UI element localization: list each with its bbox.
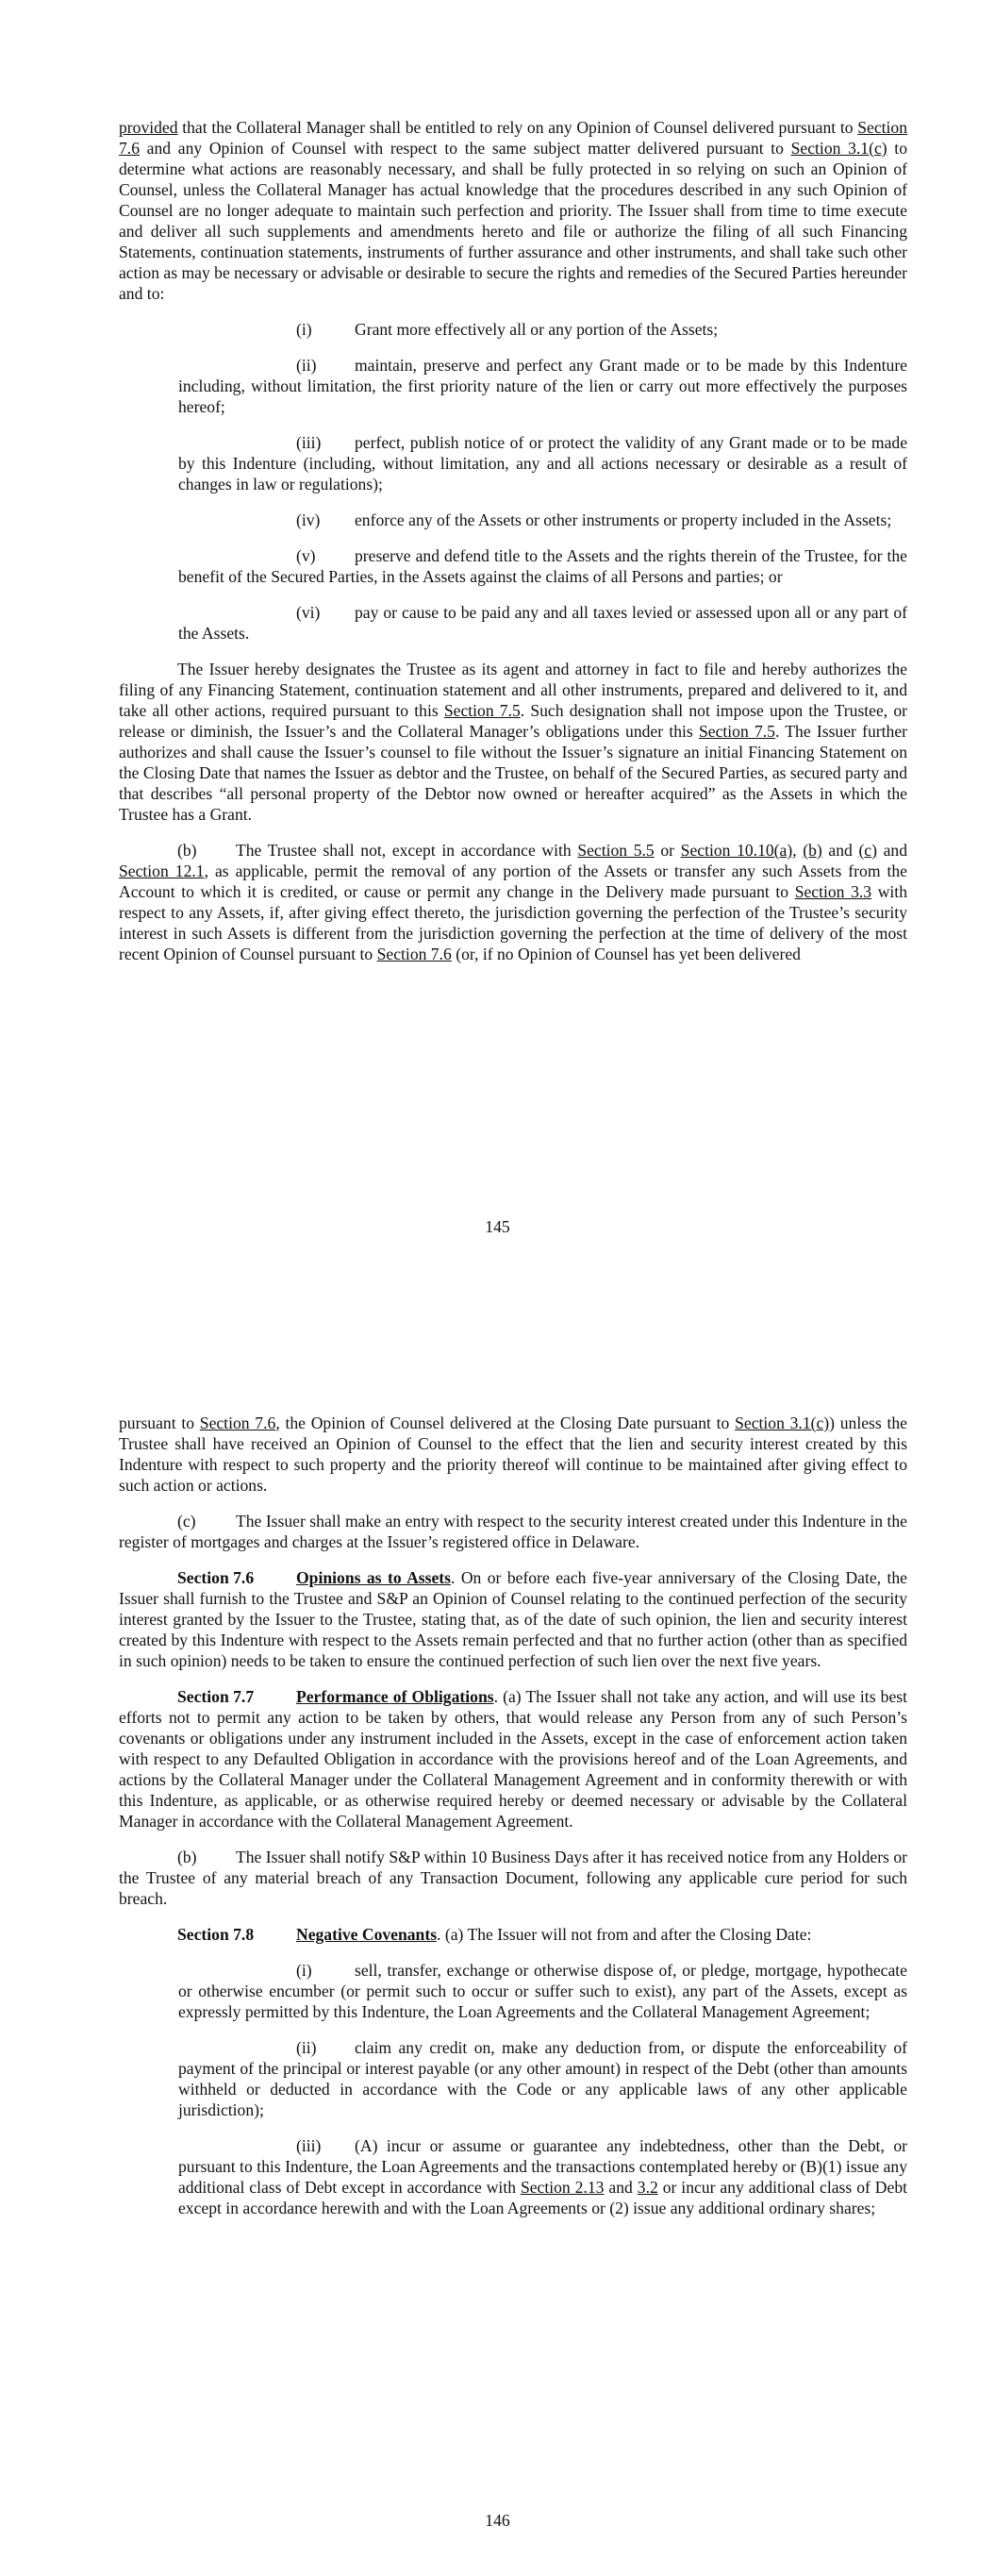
continuation-paragraph: pursuant to Section 7.6, the Opinion of Counsel delivered at the Closing Date pursuant to Section 3.1(c)) unless the Trustee shall have received an Opinion of Counsel to the effect that the lien and security interest created by this Indenture with respect to such property and the priority thereof will continue to be maintained after giving effect to such action or actions. bbox=[119, 1413, 907, 1495]
section-ref: 3.2 bbox=[637, 2178, 658, 2197]
list-item: (i) sell, transfer, exchange or otherwise dispose of, or pledge, mortgage, hypothecate or otherwise encumber (or permit such to occur or suffer such to exist), any part of the Assets, except as expressly permitted by this Indenture, the Loan Agreements and the Collateral Management Agreement; bbox=[178, 1961, 907, 2021]
section-number: Section 7.7 bbox=[177, 1687, 255, 1706]
list-item: (ii) claim any credit on, make any deduction from, or dispute the enforceability of payment of the principal or interest payable (or any other amount) in respect of the Debt (other than amounts withheld or deducted in accordance with the Code or any applicable laws of any other applicable jurisdiction); bbox=[178, 2038, 907, 2119]
item-number: (iii) bbox=[296, 433, 322, 452]
section-number: Section 7.6 bbox=[177, 1568, 255, 1587]
item-number: (b) bbox=[177, 841, 197, 860]
list-item: (ii) maintain, preserve and perfect any Grant made or to be made by this Indenture including, without limitation, the first priority nature of the lien or carry out more effectively the purposes hereof; bbox=[178, 356, 907, 416]
section-title: Performance of Obligations bbox=[296, 1687, 494, 1706]
page-number: 145 bbox=[485, 1217, 510, 1236]
section-ref: Section 3.1(c) bbox=[790, 139, 887, 158]
item-number: (ii) bbox=[296, 2038, 317, 2057]
section-ref: Section 7.6 bbox=[199, 1413, 276, 1432]
paragraph-b: (b) The Trustee shall not, except in accordance with Section 5.5 or Section 10.10(a), (b) and (c) and Section 12.1, as applicable, permit the removal of any portion of the Assets or transfer any such Assets from the Account to which it is credited, or cause or permit any change in the Delivery made pursuant to Section 3.3 with respect to any Assets, if, after giving effect thereto, the jurisdiction governing the perfection of the Trustee’s security interest in such Assets is different from the jurisdiction governing the perfection at the time of delivery of the most recent Opinion of Counsel pursuant to Section 7.6 (or, if no Opinion of Counsel has yet been delivered bbox=[119, 841, 908, 963]
section-ref: (c) bbox=[858, 841, 877, 860]
section-ref: Section 5.5 bbox=[577, 841, 655, 860]
section-ref: Section 7.6 bbox=[376, 945, 452, 963]
section-title: Negative Covenants bbox=[296, 1925, 438, 1944]
intro-paragraph: provided that the Collateral Manager shall be entitled to rely on any Opinion of Counsel delivered pursuant to Section 7.6 and any Opinion of Counsel with respect to the same subject matter delivered pursuant to Section 3.1(c) to determine what actions are reasonably necessary, and shall be fully protected in so relying on such an Opinion of Counsel, unless the Collateral Manager has actual knowledge that the procedures described in any such Opinion of Counsel are no longer adequate to maintain such perfection and priority. The Issuer shall from time to time execute and deliver all such supplements and amendments hereto and file or authorize the filing of all such Financing Statements, continuation statements, instruments of further assurance and other instruments, and shall take such other action as may be necessary or advisable or desirable to secure the rights and remedies of the Secured Parties hereunder and to: bbox=[119, 118, 907, 303]
section-ref: Section 7.5 bbox=[443, 701, 521, 720]
item-number: (vi) bbox=[296, 603, 321, 622]
section-7-6: Section 7.6 Opinions as to Assets. On or before each five-year anniversary of the Closing Date, the Issuer shall furnish to the Trustee and S&P an Opinion of Counsel relating to the continued perfection of the security interest granted by the Issuer to the Trustee, stating that, as of the date of such opinion, the lien and security interest created by this Indenture with respect to the Assets remain perfected and that no further action (other than as specified in such opinion) needs to be taken to ensure the continued perfection of such lien over the next five years. bbox=[119, 1568, 907, 1670]
item-number: (ii) bbox=[296, 356, 317, 375]
section-title: Opinions as to Assets bbox=[296, 1568, 451, 1587]
item-number: (v) bbox=[296, 546, 316, 565]
item-number: (i) bbox=[296, 1961, 312, 1980]
section-7-8: Section 7.8 Negative Covenants. (a) The Issuer will not from and after the Closing Date: bbox=[177, 1925, 812, 1944]
item-number: (b) bbox=[177, 1848, 197, 1866]
list-item: (v) preserve and defend title to the Assets and the rights therein of the Trustee, for the benefit of the Secured Parties, in the Assets against the claims of all Persons and parties; or bbox=[178, 546, 907, 586]
page-number: 146 bbox=[485, 2511, 510, 2530]
section-ref: Section 10.10(a) bbox=[680, 841, 793, 860]
section-number: Section 7.8 bbox=[177, 1925, 255, 1944]
designation-paragraph: The Issuer hereby designates the Trustee as its agent and attorney in fact to file and hereby authorizes the filing of any Financing Statement, continuation statement and all other instruments, prepared and delivered to it, and take all other actions, required pursuant to this Section 7.5. Such designation shall not impose upon the Trustee, or release or diminish, the Issuer’s and the Collateral Manager’s obligations under this Section 7.5. The Issuer further authorizes and shall cause the Issuer’s counsel to file without the Issuer’s signature an initial Financing Statement on the Closing Date that names the Issuer as debtor and the Trustee, on behalf of the Secured Parties, as secured party and that describes “all personal property of the Debtor now owned or hereafter acquired” as the Assets in which the Trustee has a Grant. bbox=[119, 660, 908, 824]
list-item: (iv) enforce any of the Assets or other instruments or property included in the Assets; bbox=[296, 510, 892, 529]
section-ref: Section 7.6 bbox=[119, 118, 907, 158]
page-145-text bbox=[119, 117, 907, 979]
page-146 bbox=[0, 1288, 995, 2576]
list-item: (vi) pay or cause to be paid any and all taxes levied or assessed upon all or any part of the Assets. bbox=[178, 603, 907, 643]
list-item: (iii) (A) incur or assume or guarantee any indebtedness, other than the Debt, or pursuant to this Indenture, the Loan Agreements and the transactions contemplated hereby or (B)(1) issue any additional class of Debt except in accordance with Section 2.13 and 3.2 or incur any additional class of Debt except in accordance herewith and with the Loan Agreements or (2) issue any additional ordinary shares; bbox=[178, 2136, 907, 2217]
list-item: (i) Grant more effectively all or any portion of the Assets; bbox=[296, 320, 719, 339]
section-ref: Section 3.1(c) bbox=[735, 1413, 830, 1432]
section-ref: Section 3.3 bbox=[794, 882, 872, 901]
section-ref: Section 2.13 bbox=[520, 2178, 605, 2197]
item-number: (i) bbox=[296, 320, 312, 339]
section-7-7: Section 7.7 Performance of Obligations. (a) The Issuer shall not take any action, and will use its best efforts not to permit any action to be taken by others, that would release any Person from any of such Person’s covenants or obligations under any instrument included in the Assets, except in the case of enforcement action taken with respect to any Defaulted Obligation in accordance with the provisions hereof and of the Loan Agreements, and actions by the Collateral Manager under the Collateral Management Agreement and in conformity therewith or with this Indenture, as applicable, or as otherwise required hereby or deemed necessary or advisable by the Collateral Manager in accordance with the Collateral Management Agreement. bbox=[119, 1687, 907, 1831]
provided-term: provided bbox=[119, 118, 178, 137]
page-146-text bbox=[119, 1413, 907, 2233]
item-number: (c) bbox=[177, 1512, 196, 1531]
item-number: (iii) bbox=[296, 2136, 322, 2155]
list-item: (iii) perfect, publish notice of or protect the validity of any Grant made or to be made by this Indenture (including, without limitation, any and all actions necessary or desirable as a result of changes in law or regulations); bbox=[178, 433, 907, 493]
item-number: (iv) bbox=[296, 510, 321, 529]
section-ref: Section 7.5 bbox=[698, 722, 775, 741]
section-ref: (b) bbox=[803, 841, 822, 860]
section-ref: Section 12.1 bbox=[119, 861, 205, 880]
paragraph-c: (c) The Issuer shall make an entry with respect to the security interest created under this Indenture in the register of mortgages and charges at the Issuer’s registered office in Delaware. bbox=[119, 1512, 907, 1551]
paragraph-7-7-b: (b) The Issuer shall notify S&P within 10 Business Days after it has received notice from any Holders or the Trustee of any material breach of any Transaction Document, following any applicable cure period for such breach. bbox=[119, 1848, 907, 1908]
